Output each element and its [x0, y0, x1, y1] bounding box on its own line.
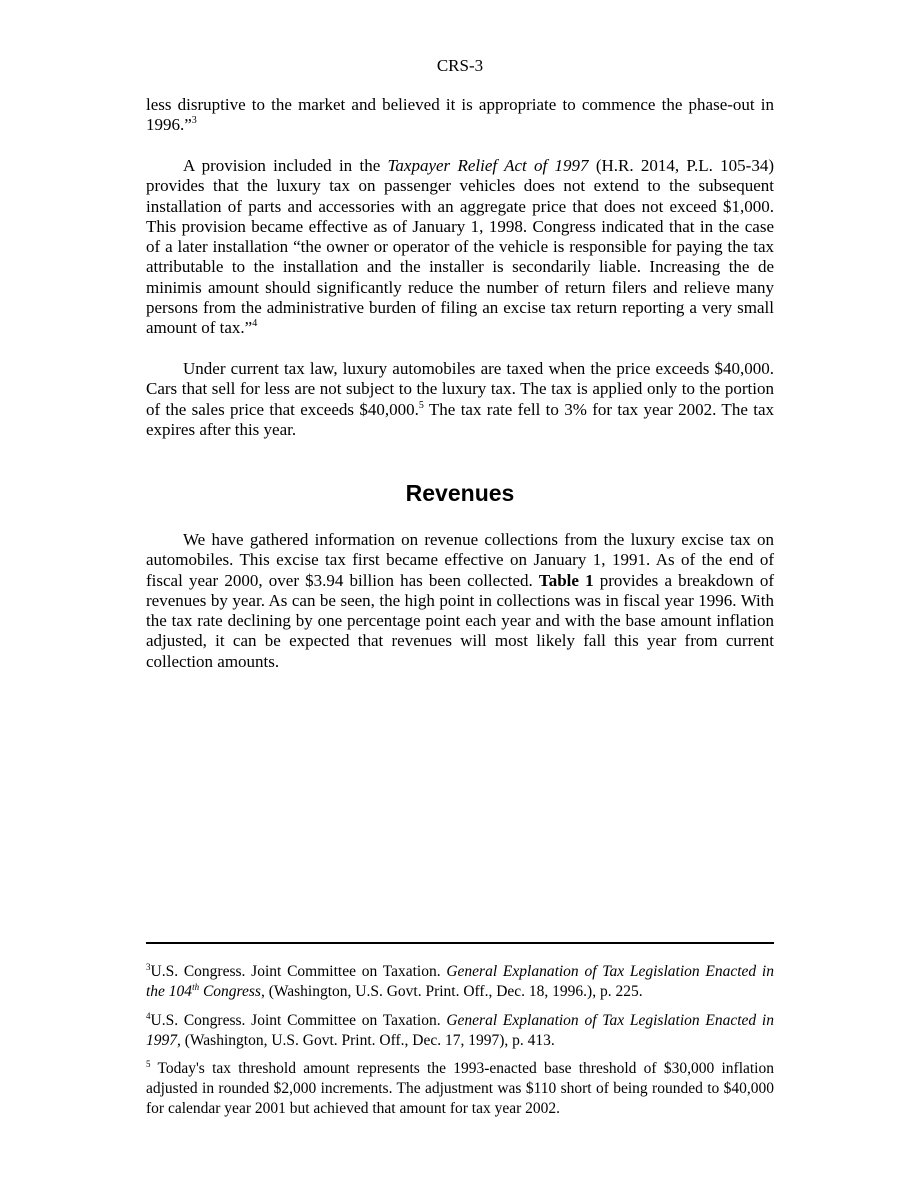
footnote-ref-5[interactable]: 5 [418, 399, 424, 411]
paragraph-revenues [146, 530, 774, 672]
footnote-divider [146, 942, 774, 944]
paragraph-text: We have gathered information on revenue collections from the luxury excise tax on automobiles. This excise tax first became effective on January 1, 1991. As of the end of fiscal year 2000, over $3.94 billion has been collected. [146, 530, 774, 590]
footnote-text: , (Washington, U.S. Govt. Print. Off., Dec. 17, 1997), p. 413. [177, 1032, 555, 1049]
footnote-number: 3 [146, 962, 151, 972]
paragraph-text: (H.R. 2014, P.L. 105-34) provides that the luxury tax on passenger vehicles does not extend to the subsequent installation of parts and accessories with an aggregate price that does not exceed $1,000. This provision became effective as of January 1, 1998. Congress indicated that in the case of a later installation “the owner or operator of the vehicle is responsible for paying the tax attributable to the installation and the installer is secondarily liable. Increasing the de minimis amount should significantly reduce the number of return filers and relieve many persons from the administrative burden of filing an excise tax return reporting a very small amount of tax.” [146, 156, 774, 338]
footnote-4 [146, 1011, 774, 1051]
footnote-text: U.S. Congress. Joint Committee on Taxation. [150, 963, 447, 980]
paragraph-text: less disruptive to the market and believed it is appropriate to commence the phase-out in 1996.” [146, 95, 774, 135]
paragraph-text: The tax rate fell to 3% for tax year 2002. The tax expires after this year. [146, 399, 774, 439]
footnote-ref-4[interactable]: 4 [252, 318, 258, 330]
page-header: CRS-3 [436, 56, 484, 75]
footnote-number: 4 [146, 1011, 151, 1021]
footnote-title-part: General Explanation of Tax Legislation Enacted in the 104 [146, 963, 774, 1000]
table-reference: Table 1 [538, 570, 594, 590]
paragraph-phaseout [146, 95, 774, 136]
footnote-title: General Explanation of Tax Legislation Enacted in 1997 [146, 1012, 774, 1049]
footnote-text: Today's tax threshold amount represents the 1993-enacted base threshold of $30,000 inflation adjusted in rounded $2,000 increments. The adjustment was $110 short of being rounded to $40,000 for calendar year 2001 but achieved that amount for tax year 2002. [146, 1060, 774, 1117]
paragraph-taxpayer-relief-act [146, 156, 774, 339]
paragraph-current-tax-law [146, 359, 774, 440]
act-title: Taxpayer Relief Act of 1997 [387, 156, 589, 175]
footnote-5 [146, 1059, 774, 1119]
paragraph-text: Under current tax law, luxury automobiles are taxed when the price exceeds $40,000. Cars that sell for less are not subject to the luxury tax. The tax is applied only to the portion of the sales price that exceeds $40,000. [146, 359, 774, 419]
ordinal-suffix: th [192, 982, 200, 992]
footnote-title-part: Congress [199, 983, 261, 1000]
footnote-ref-3[interactable]: 3 [191, 115, 197, 127]
paragraph-text: provides a breakdown of revenues by year. As can be seen, the high point in collections was in fiscal year 1996. With the tax rate declining by one percentage point each year and with the base amount inflation adjusted, it can be expected that revenues will most likely fall this year from current collection amounts. [146, 570, 774, 671]
footnote-text: , (Washington, U.S. Govt. Print. Off., Dec. 18, 1996.), p. 225. [260, 983, 643, 1000]
footnote-text: U.S. Congress. Joint Committee on Taxation. [150, 1012, 447, 1029]
paragraph-text: A provision included in the [183, 156, 388, 175]
footnote-3 [146, 962, 774, 1002]
footnote-number: 5 [146, 1059, 151, 1069]
section-title-revenues: Revenues [405, 480, 515, 506]
